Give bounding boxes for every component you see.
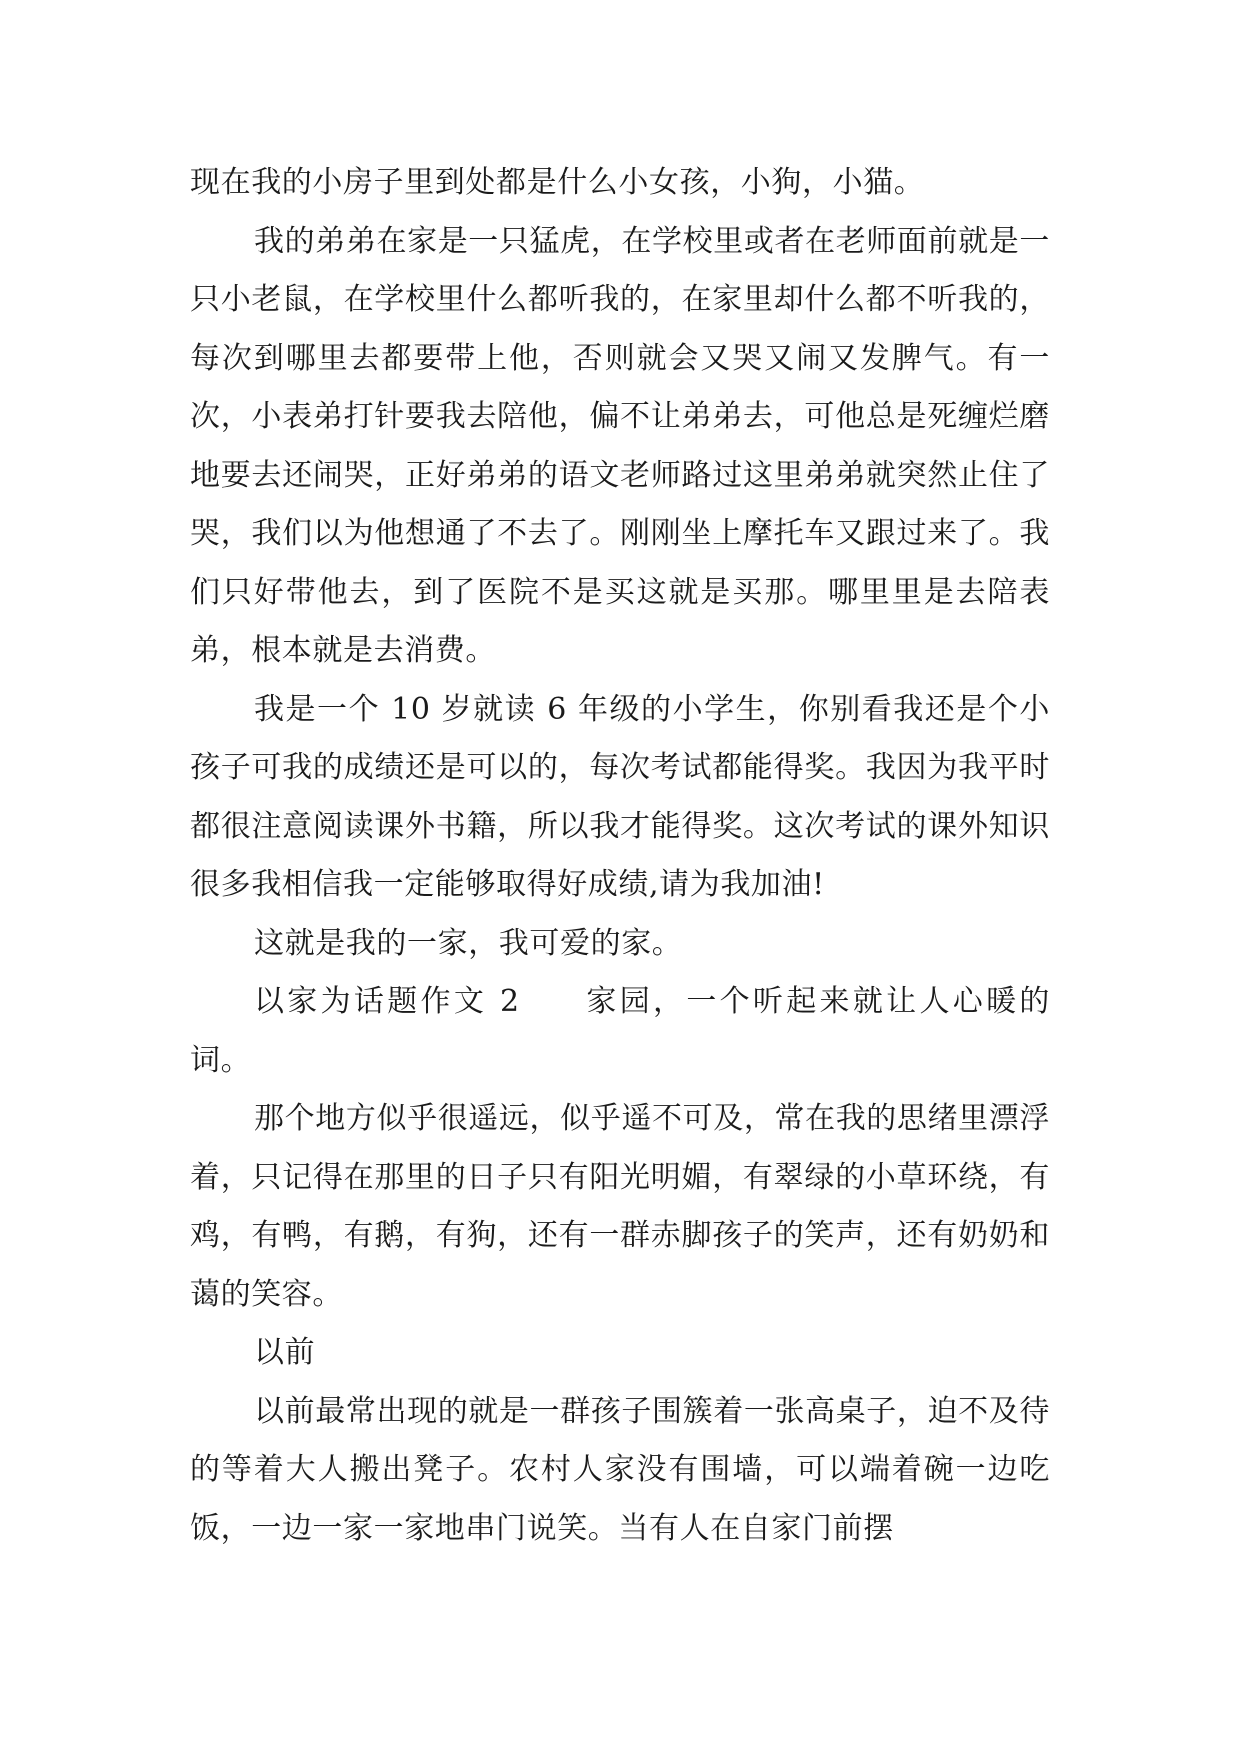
paragraph-6: 那个地方似乎很遥远，似乎遥不可及，常在我的思绪里漂浮着，只记得在那里的日子只有阳光明媚，有翠绿的小草环绕，有鸡，有鸭，有鹅，有狗，还有一群赤脚孩子的笑声，还有奶奶和蔼的笑容。 xyxy=(190,1101,1050,1312)
paragraph-5 xyxy=(190,973,1050,1090)
paragraph-2: 我的弟弟在家是一只猛虎，在学校里或者在老师面前就是一只小老鼠，在学校里什么都听我的，在家里却什么都不听我的，每次到哪里去都要带上他，否则就会又哭又闹又发脾气。有一次，小表弟打针要我去陪他，偏不让弟弟去，可他总是死缠烂磨地要去还闹哭，正好弟弟的语文老师路过这里弟弟就突然止住了哭，我们以为他想通了不去了。刚刚坐上摩托车又跟过来了。我们只好带他去，到了医院不是买这就是买那。哪里里是去陪表弟，根本就是去消费。 xyxy=(190,223,1050,668)
essay-body xyxy=(190,154,1050,1558)
paragraph-4: 这就是我的一家，我可爱的家。 xyxy=(254,925,683,961)
paragraph-8: 以前最常出现的就是一群孩子围簇着一张高桌子，迫不及待的等着大人搬出凳子。农村人家没有围墙，可以端着碗一边吃饭，一边一家一家地串门说笑。当有人在自家门前摆 xyxy=(190,1393,1050,1546)
essay-title-2: 以家为话题作文 2 xyxy=(254,984,520,1019)
section-heading-before: 以前 xyxy=(254,1335,316,1370)
paragraph-5-text: 家园，一个听起来就让人心暖的词。 xyxy=(190,984,1050,1078)
paragraph-3: 我是一个 10 岁就读 6 年级的小学生，你别看我还是个小孩子可我的成绩还是可以的，每次考试都能得奖。我因为我平时都很注意阅读课外书籍，所以我才能得奖。这次考试的课外知识很多我相信我一定能够取得好成绩,请为我加油! xyxy=(190,691,1050,902)
paragraph-1: 现在我的小房子里到处都是什么小女孩，小狗，小猫。 xyxy=(190,165,925,200)
